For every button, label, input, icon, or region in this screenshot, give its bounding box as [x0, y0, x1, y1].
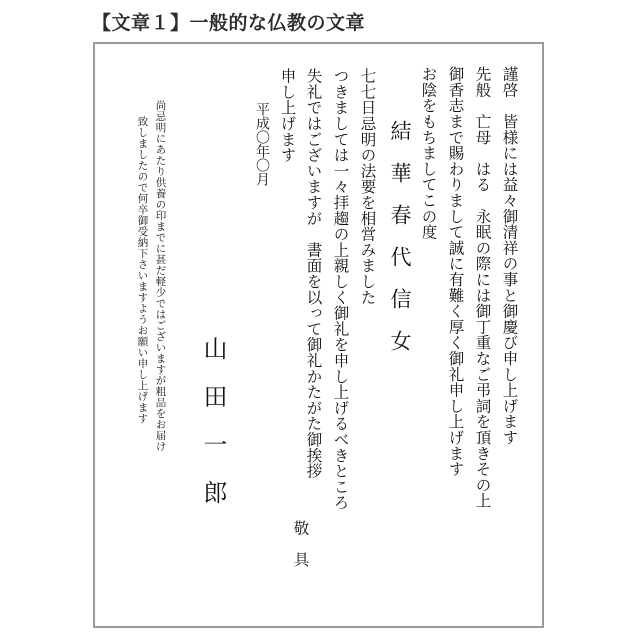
letter-line-6: 七七日忌明の法要を相営みました	[358, 68, 377, 305]
letter-line-7: つきましては一々拝趨の上親しく御礼を申し上げるべきところ	[331, 68, 350, 511]
postscript-line-1: 尚忌明にあたり供養の印までに甚だ軽少ではございますが粗品をお届け	[154, 100, 167, 452]
closing-keigu: 敬 具	[291, 520, 310, 568]
page-heading: 【文章１】一般的な仏教の文章	[92, 12, 366, 34]
letter-line-2: 先般 亡母 はる 永眠の際には御丁重なご弔詞を頂きその上	[473, 66, 492, 509]
letter-line-4: お陰をもちましてこの度	[419, 66, 438, 240]
letter-line-1: 謹啓 皆様には益々御清祥の事と御慶び申し上げます	[500, 66, 519, 446]
letter-line-9: 申し上げます	[278, 68, 297, 163]
posthumous-name: 結 華 春 代 信 女	[388, 120, 412, 351]
letter-line-8: 失礼ではございますが 書面を以って御礼かたがた御挨拶	[304, 68, 323, 479]
postscript-line-2: 致しましたので何卒御受納下さいますようお願い申し上げます	[136, 116, 149, 424]
signature-name: 山田一郎	[199, 336, 227, 528]
letter-card	[93, 42, 544, 628]
letter-date: 平成〇年〇月	[254, 102, 270, 186]
letter-line-3: 御香志まで賜わりまして誠に有難く厚く御礼申し上げます	[446, 66, 465, 477]
